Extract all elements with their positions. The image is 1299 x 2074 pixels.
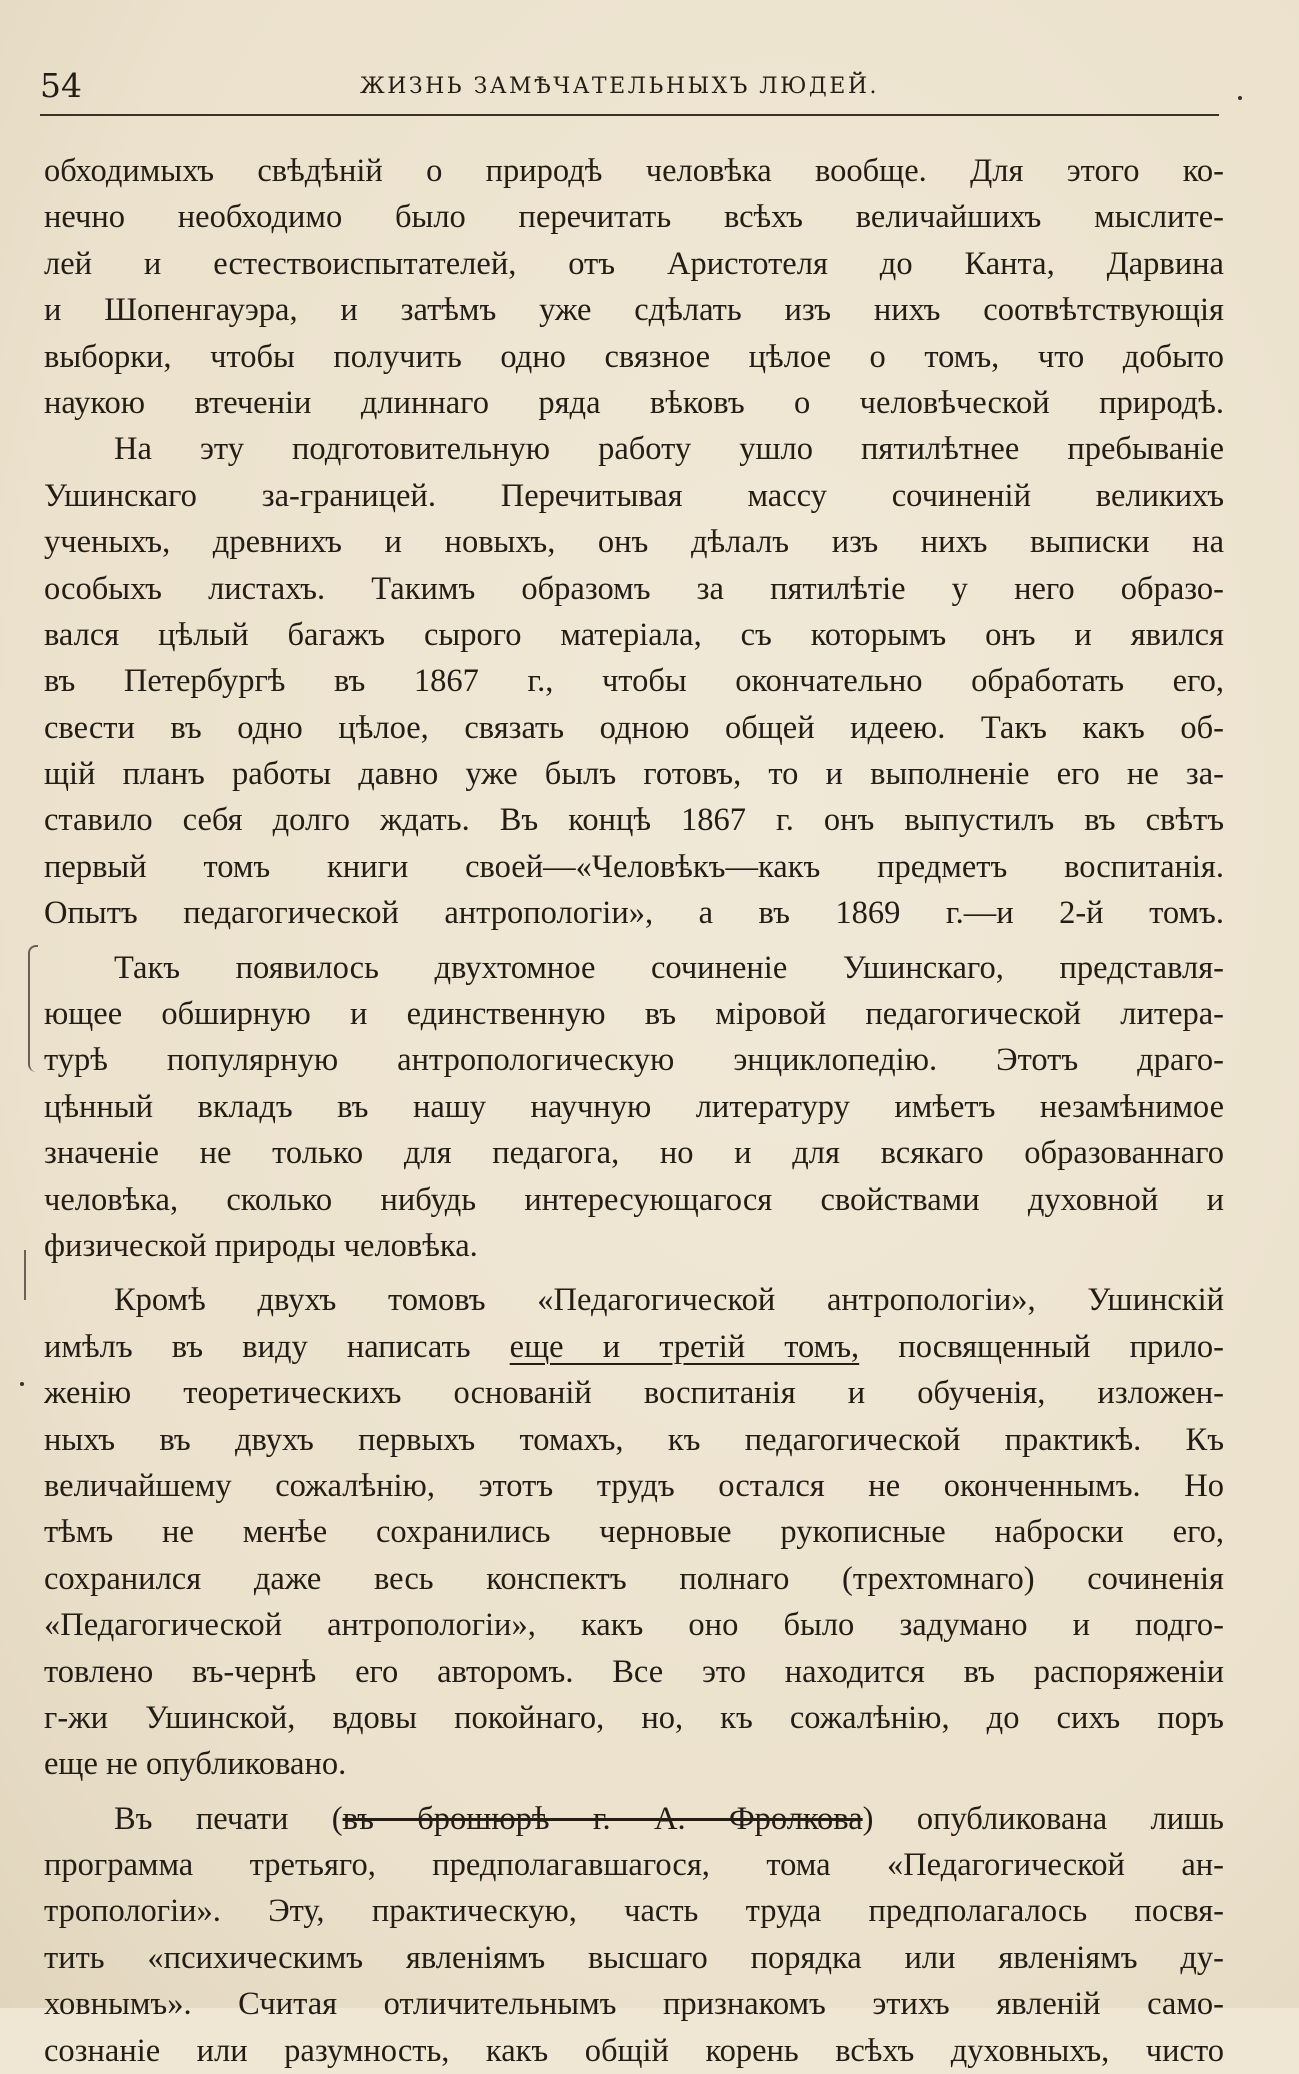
text-line: вался цѣлый багажъ сырого матеріала, съ которымъ онъ и явился <box>44 616 1224 653</box>
struck-phrase: въ брошюрѣ г. А. Фролкова <box>342 1800 863 1837</box>
text-line: ученыхъ, древнихъ и новыхъ, онъ дѣлалъ изъ нихъ выписки на <box>44 524 1224 561</box>
text-line: цѣнный вкладъ въ нашу научную литературу имѣетъ незамѣнимое <box>44 1088 1224 1125</box>
text-line: «Педагогической антропологіи», какъ оно было задумано и подго- <box>44 1607 1224 1644</box>
text-line: физической природы человѣка. <box>44 1227 478 1264</box>
text-line: сохранился даже весь конспектъ полнаго (трехтомнаго) сочиненія <box>44 1560 1224 1597</box>
text-line: Ушинскаго за-границей. Перечитывая массу сочиненій великихъ <box>44 477 1224 514</box>
text-line: ставило себя долго ждать. Въ концѣ 1867 г. онъ выпустилъ въ свѣтъ <box>44 802 1224 839</box>
text-line: тить «психическимъ явленіямъ высшаго порядка или явленіямъ ду- <box>44 1939 1224 1976</box>
text-line: значеніе не только для педагога, но и для всякаго образованнаго <box>44 1135 1224 1172</box>
text-line: тѣмъ не менѣе сохранились черновые рукописные наброски его, <box>44 1514 1224 1551</box>
text-line: свести въ одно цѣлое, связать одною общей идеею. Такъ какъ об- <box>44 709 1224 746</box>
text-line: въ Петербургѣ въ 1867 г., чтобы окончательно обработать его, <box>44 663 1224 700</box>
text-line: турѣ популярную антропологическую энциклопедію. Этотъ драго- <box>44 1042 1224 1079</box>
text-line: г-жи Ушинской, вдовы покойнаго, но, къ сожалѣнію, до сихъ поръ <box>44 1699 1224 1736</box>
text-line: особыхъ листахъ. Такимъ образомъ за пятилѣтіе у него образо- <box>44 570 1224 607</box>
text-line: человѣка, сколько нибудь интересующагося свойствами духовной и <box>44 1181 1224 1218</box>
text-line: ховнымъ». Считая отличительнымъ признакомъ этихъ явленій само- <box>44 1986 1224 2023</box>
running-head <box>40 62 1219 116</box>
body-text <box>44 148 1224 2074</box>
text-line: тропологіи». Эту, практическую, часть труда предполагалось посвя- <box>44 1893 1224 1930</box>
text-line: товлено въ-чернѣ его авторомъ. Все это находится въ распоряженіи <box>44 1653 1224 1690</box>
margin-pencil-mark <box>24 1250 26 1300</box>
ink-dot <box>1238 96 1242 100</box>
text-line: Опытъ педагогической антропологіи», а въ 1869 г.—и 2-й томъ. <box>44 895 1224 932</box>
underlined-phrase: еще и третій томъ, <box>509 1328 860 1365</box>
text-line: и Шопенгауэра, и затѣмъ уже сдѣлать изъ нихъ соотвѣтствующія <box>44 292 1224 329</box>
text-line: первый томъ книги своей—«Человѣкъ—какъ предметъ воспитанія. <box>44 848 1224 885</box>
paragraph-gap <box>44 937 1224 945</box>
text-line: Такъ появилось двухтомное сочиненіе Ушинскаго, представля- <box>114 949 1224 986</box>
text-line: программа третьяго, предполагавшагося, тома «Педагогической ан- <box>44 1847 1224 1884</box>
text-line: еще не опубликовано. <box>44 1746 347 1783</box>
text-line: выборки, чтобы получить одно связное цѣлое о томъ, что добыто <box>44 338 1224 375</box>
text-line: величайшему сожалѣнію, этотъ трудъ остался не оконченнымъ. Но <box>44 1467 1224 1504</box>
page-number: 54 <box>40 66 82 105</box>
ink-dot <box>20 1382 24 1386</box>
text-line: щій планъ работы давно уже былъ готовъ, то и выполненіе его не за- <box>44 756 1224 793</box>
paragraph-gap <box>44 1269 1224 1277</box>
running-title: ЖИЗНЬ ЗАМѢЧАТЕЛЬНЫХЪ ЛЮДЕЙ. <box>360 74 880 99</box>
text-line: ющее обширную и единственную въ міровой педагогической литера- <box>44 996 1224 1033</box>
text-line: лей и естествоиспытателей, отъ Аристотеля до Канта, Дарвина <box>44 245 1224 282</box>
text-line: нечно необходимо было перечитать всѣхъ величайшихъ мыслите- <box>44 199 1224 236</box>
text-line: На эту подготовительную работу ушло пятилѣтнее пребываніе <box>114 431 1224 468</box>
margin-pencil-mark <box>28 945 38 1072</box>
text-line: Въ печати (въ брошюрѣ г. А. Фролкова) опубликована лишь <box>114 1800 1224 1837</box>
text-line: сознаніе или разумность, какъ общій корень всѣхъ духовныхъ, чисто <box>44 2032 1224 2069</box>
text-line: ныхъ въ двухъ первыхъ томахъ, къ педагогической практикѣ. Къ <box>44 1421 1224 1458</box>
text-line: Кромѣ двухъ томовъ «Педагогической антропологіи», Ушинскій <box>114 1282 1224 1319</box>
text-line: имѣлъ въ виду написать еще и третій томъ, посвященный прило- <box>44 1328 1224 1365</box>
text-line: женію теоретическихъ основаній воспитанія и обученія, изложен- <box>44 1375 1224 1412</box>
text-line: обходимыхъ свѣдѣній о природѣ человѣка вообще. Для этого ко- <box>44 153 1224 189</box>
text-line: наукою втеченіи длиннаго ряда вѣковъ о человѣческой природѣ. <box>44 384 1224 421</box>
paragraph-gap <box>44 1788 1224 1796</box>
